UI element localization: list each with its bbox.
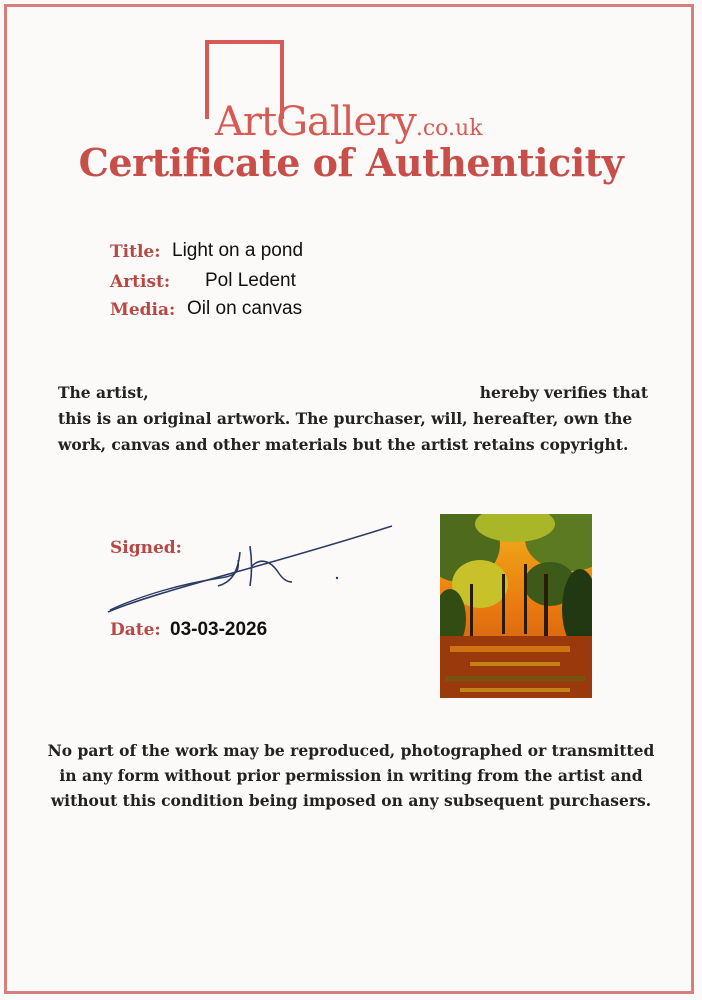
copyright-disclaimer: [0, 738, 702, 813]
statement-line-1: [58, 380, 648, 406]
logo-brand: ArtGallery: [215, 99, 416, 145]
authenticity-statement: [58, 380, 648, 458]
artgallery-logo: [205, 40, 525, 145]
date-label: Date:: [110, 620, 161, 640]
artwork-thumbnail: [440, 514, 592, 698]
date-value: 03-03-2026: [170, 619, 268, 640]
artist-value: Pol Ledent: [205, 270, 296, 291]
statement-line-1-end: hereby verifies that: [479, 383, 648, 402]
title-label: Title:: [110, 242, 161, 262]
certificate-title: Certificate of Authenticity: [78, 140, 624, 185]
disclaimer-line-2: in any form without prior permission in writing from the artist and: [59, 766, 643, 785]
disclaimer-line-1: No part of the work may be reproduced, photographed or transmitted: [47, 741, 655, 760]
statement-line-1-start: The artist,: [58, 383, 149, 402]
statement-line-3: work, canvas and other materials but the artist retains copyright.: [58, 435, 629, 454]
disclaimer-line-3: without this condition being imposed on any subsequent purchasers.: [50, 791, 652, 810]
artist-label: Artist:: [110, 272, 171, 292]
artist-signature: [100, 520, 400, 620]
media-label: Media:: [110, 300, 176, 320]
statement-line-2: this is an original artwork. The purchaser, will, hereafter, own the: [58, 409, 633, 428]
logo-tld: .co.uk: [415, 116, 483, 141]
media-value: Oil on canvas: [187, 298, 303, 319]
signed-label: Signed:: [110, 538, 182, 558]
title-value: Light on a pond: [172, 240, 304, 261]
